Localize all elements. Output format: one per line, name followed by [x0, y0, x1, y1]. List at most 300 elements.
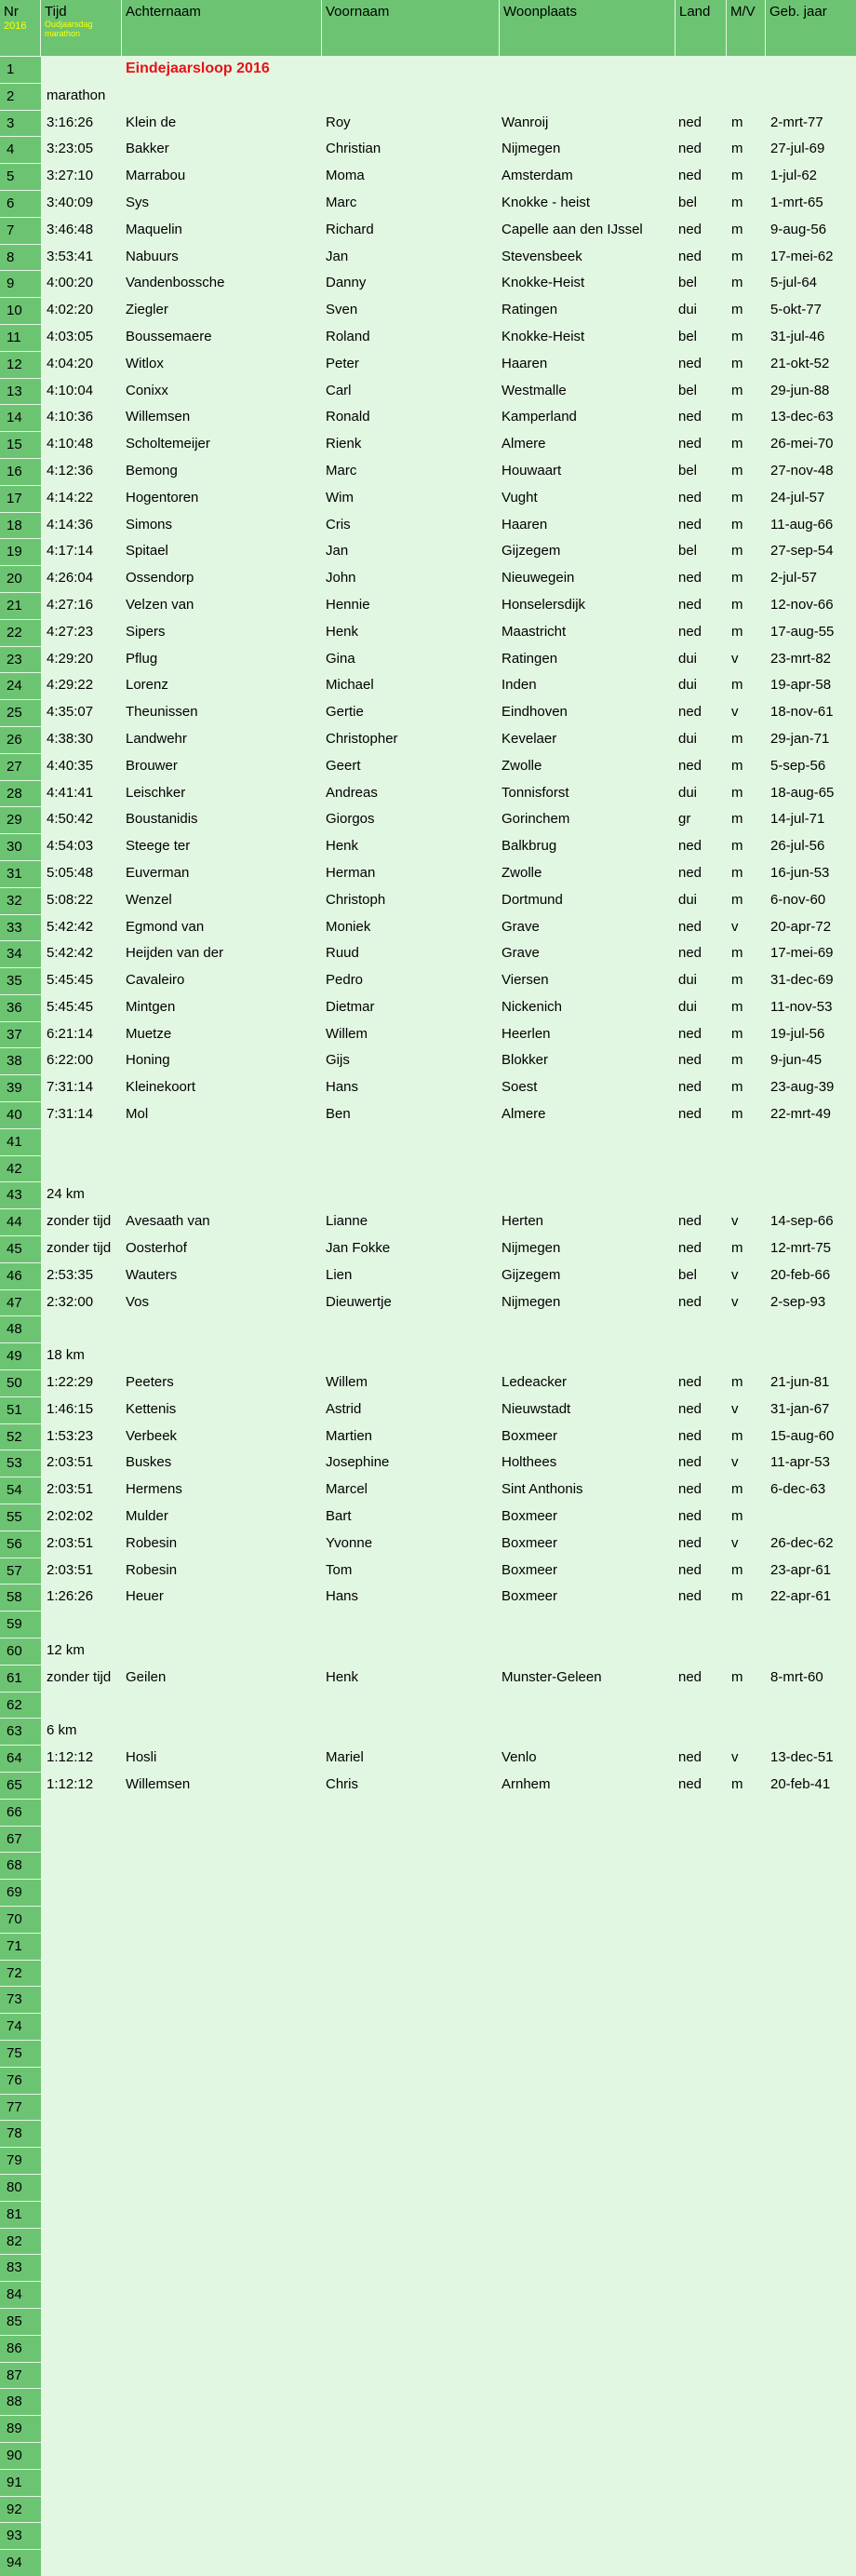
row-number: 34 [0, 940, 41, 967]
table-row [0, 1504, 856, 1531]
table-row [0, 2415, 856, 2442]
cell-land: bel [678, 194, 698, 210]
cell-woo: Honselersdijk [502, 596, 586, 613]
row-number: 86 [0, 2335, 41, 2362]
cell-ach: Ossendorp [126, 570, 194, 587]
cell-land: ned [678, 1668, 702, 1685]
table-row [0, 1262, 856, 1289]
cell-voo: Christopher [326, 730, 398, 747]
row-number: 13 [0, 378, 41, 405]
cell-tijd: 5:42:42 [47, 945, 94, 962]
cell-ach: Simons [126, 516, 173, 533]
cell-voo: Danny [326, 275, 367, 291]
cell-geb: 23-mrt-82 [770, 650, 832, 667]
row-number: 42 [0, 1155, 41, 1182]
cell-tijd: 4:17:14 [47, 543, 94, 560]
cell-mv: m [731, 436, 743, 452]
row-number: 36 [0, 994, 41, 1021]
cell-tijd: 4:12:36 [47, 462, 94, 479]
cell-geb: 21-okt-52 [770, 355, 830, 371]
table-row [0, 56, 856, 83]
cell-voo: Christian [326, 141, 381, 157]
table-row [0, 1531, 856, 1558]
table-row [0, 1396, 856, 1423]
cell-land: dui [678, 650, 698, 667]
table-row [0, 2254, 856, 2281]
cell-land: dui [678, 784, 698, 801]
cell-ach: Willemsen [126, 409, 191, 425]
cell-tijd: 4:03:05 [47, 328, 94, 344]
row-number: 77 [0, 2094, 41, 2121]
table-row [0, 592, 856, 619]
cell-ach: Brouwer [126, 757, 178, 774]
cell-land: ned [678, 864, 702, 881]
row-number: 17 [0, 485, 41, 512]
table-row [0, 940, 856, 967]
cell-tijd: 4:27:23 [47, 623, 94, 640]
cell-mv: m [731, 811, 743, 828]
cell-voo: Marcel [326, 1481, 368, 1498]
cell-woo: Boxmeer [502, 1561, 558, 1578]
cell-voo: Marc [326, 194, 357, 210]
cell-tijd: 4:00:20 [47, 275, 94, 291]
section-label: 24 km [47, 1186, 85, 1203]
cell-geb: 27-sep-54 [770, 543, 834, 560]
row-number: 27 [0, 753, 41, 780]
cell-land: ned [678, 1776, 702, 1792]
cell-mv: m [731, 757, 743, 774]
cell-ach: Steege ter [126, 838, 191, 855]
table-row [0, 1852, 856, 1879]
row-number: 88 [0, 2388, 41, 2415]
row-number: 2 [0, 83, 41, 110]
cell-woo: Knokke-Heist [502, 328, 585, 344]
row-number: 83 [0, 2254, 41, 2281]
cell-ach: Ziegler [126, 302, 168, 318]
cell-woo: Viersen [502, 972, 549, 989]
cell-geb: 21-jun-81 [770, 1374, 830, 1391]
row-number: 51 [0, 1396, 41, 1423]
table-row [0, 1799, 856, 1826]
row-number: 22 [0, 619, 41, 646]
cell-tijd: 4:38:30 [47, 730, 94, 747]
cell-ach: Marrabou [126, 168, 186, 184]
cell-geb: 8-mrt-60 [770, 1668, 823, 1685]
cell-voo: Lien [326, 1266, 353, 1283]
cell-voo: Willem [326, 1025, 368, 1042]
cell-tijd: 1:53:23 [47, 1427, 94, 1444]
cell-land: ned [678, 168, 702, 184]
cell-geb: 29-jun-88 [770, 382, 830, 398]
cell-voo: Giorgos [326, 811, 375, 828]
cell-geb: 31-dec-69 [770, 972, 834, 989]
header-mv: M/V [727, 0, 766, 56]
table-row [0, 646, 856, 673]
table-row [0, 2388, 856, 2415]
cell-land: ned [678, 1534, 702, 1551]
cell-ach: Scholtemeijer [126, 436, 210, 452]
table-row [0, 2067, 856, 2094]
cell-geb: 14-sep-66 [770, 1213, 834, 1230]
table-row [0, 297, 856, 324]
cell-tijd: zonder tijd [47, 1213, 112, 1230]
cell-ach: Avesaath van [126, 1213, 210, 1230]
table-row [0, 1638, 856, 1665]
cell-mv: v [731, 1534, 739, 1551]
row-number: 52 [0, 1423, 41, 1450]
cell-land: ned [678, 248, 702, 264]
header-nr-label: Nr [4, 4, 19, 20]
cell-geb: 1-mrt-65 [770, 194, 823, 210]
table-row [0, 1128, 856, 1155]
table-row [0, 1047, 856, 1074]
table-row [0, 1235, 856, 1262]
cell-tijd: 4:29:20 [47, 650, 94, 667]
cell-ach: Heuer [126, 1588, 164, 1605]
row-number: 38 [0, 1047, 41, 1074]
cell-mv: m [731, 1240, 743, 1257]
cell-mv: m [731, 1668, 743, 1685]
row-number: 6 [0, 190, 41, 217]
cell-mv: m [731, 570, 743, 587]
cell-ach: Velzen van [126, 596, 194, 613]
cell-ach: Mintgen [126, 998, 176, 1015]
cell-land: ned [678, 1106, 702, 1123]
cell-woo: Balkbrug [502, 838, 557, 855]
row-number: 85 [0, 2308, 41, 2335]
cell-land: ned [678, 945, 702, 962]
header-land: Land [675, 0, 727, 56]
cell-woo: Knokke-Heist [502, 275, 585, 291]
cell-mv: m [731, 838, 743, 855]
cell-voo: Henk [326, 838, 359, 855]
cell-mv: m [731, 382, 743, 398]
table-row [0, 404, 856, 431]
cell-land: dui [678, 730, 698, 747]
row-number: 59 [0, 1611, 41, 1638]
row-number: 62 [0, 1692, 41, 1719]
cell-tijd: 5:42:42 [47, 918, 94, 935]
cell-ach: Muetze [126, 1025, 172, 1042]
table-row [0, 726, 856, 753]
cell-geb: 6-dec-63 [770, 1481, 826, 1498]
cell-mv: m [731, 355, 743, 371]
row-number: 3 [0, 110, 41, 137]
cell-voo: Herman [326, 864, 376, 881]
cell-tijd: 4:02:20 [47, 302, 94, 318]
table-row [0, 1960, 856, 1987]
row-number: 73 [0, 1986, 41, 2013]
row-number: 23 [0, 646, 41, 673]
table-row [0, 1208, 856, 1235]
cell-mv: m [731, 328, 743, 344]
table-row [0, 994, 856, 1021]
cell-geb: 13-dec-63 [770, 409, 834, 425]
cell-tijd: 3:27:10 [47, 168, 94, 184]
cell-ach: Hosli [126, 1749, 157, 1766]
cell-voo: Gertie [326, 704, 364, 721]
table-row [0, 1665, 856, 1692]
cell-mv: v [731, 650, 739, 667]
table-row [0, 1021, 856, 1048]
row-number: 53 [0, 1450, 41, 1477]
cell-land: ned [678, 1052, 702, 1069]
cell-land: bel [678, 382, 698, 398]
cell-geb: 24-jul-57 [770, 489, 825, 506]
cell-woo: Blokker [502, 1052, 549, 1069]
cell-voo: Dietmar [326, 998, 375, 1015]
cell-land: bel [678, 328, 698, 344]
row-number: 10 [0, 297, 41, 324]
cell-tijd: 3:53:41 [47, 248, 94, 264]
row-number: 21 [0, 592, 41, 619]
row-number: 54 [0, 1477, 41, 1504]
table-row [0, 2281, 856, 2308]
row-number: 67 [0, 1826, 41, 1853]
section-label: marathon [47, 87, 106, 103]
table-row [0, 2442, 856, 2469]
row-number: 60 [0, 1638, 41, 1665]
section-label: 12 km [47, 1642, 85, 1659]
cell-voo: Marc [326, 462, 357, 479]
cell-voo: Pedro [326, 972, 364, 989]
cell-voo: Lianne [326, 1213, 368, 1230]
row-number: 29 [0, 806, 41, 833]
table-row [0, 2147, 856, 2174]
cell-geb: 31-jan-67 [770, 1400, 830, 1417]
table-row [0, 351, 856, 378]
cell-mv: m [731, 194, 743, 210]
cell-ach: Robesin [126, 1561, 178, 1578]
table-row [0, 2228, 856, 2255]
cell-geb: 9-jun-45 [770, 1052, 823, 1069]
cell-mv: m [731, 168, 743, 184]
cell-geb: 6-nov-60 [770, 891, 826, 908]
cell-voo: Moniek [326, 918, 371, 935]
row-number: 74 [0, 2013, 41, 2040]
cell-land: gr [678, 811, 691, 828]
row-number: 41 [0, 1128, 41, 1155]
cell-voo: Roland [326, 328, 370, 344]
table-row [0, 1772, 856, 1799]
cell-land: ned [678, 1240, 702, 1257]
cell-ach: Egmond van [126, 918, 205, 935]
cell-geb: 26-dec-62 [770, 1534, 834, 1551]
row-number: 65 [0, 1772, 41, 1799]
cell-geb: 20-feb-41 [770, 1776, 831, 1792]
table-row [0, 512, 856, 539]
cell-mv: m [731, 141, 743, 157]
table-row [0, 860, 856, 887]
table-row [0, 2201, 856, 2228]
cell-geb: 19-apr-58 [770, 677, 832, 694]
cell-mv: m [731, 302, 743, 318]
table-row [0, 270, 856, 297]
cell-tijd: 2:03:51 [47, 1481, 94, 1498]
cell-mv: m [731, 1079, 743, 1096]
cell-voo: Richard [326, 221, 374, 237]
cell-land: ned [678, 114, 702, 130]
cell-ach: Bemong [126, 462, 178, 479]
cell-tijd: 1:12:12 [47, 1776, 94, 1792]
cell-woo: Westmalle [502, 382, 567, 398]
cell-woo: Holthees [502, 1454, 557, 1471]
table-row [0, 163, 856, 190]
cell-mv: v [731, 1454, 739, 1471]
cell-voo: Jan Fokke [326, 1240, 391, 1257]
row-number: 78 [0, 2120, 41, 2147]
cell-woo: Zwolle [502, 757, 542, 774]
table-row [0, 2522, 856, 2549]
cell-ach: Kettenis [126, 1400, 177, 1417]
cell-voo: Peter [326, 355, 359, 371]
cell-tijd: 1:12:12 [47, 1749, 94, 1766]
table-row [0, 485, 856, 512]
cell-land: bel [678, 462, 698, 479]
table-body [0, 56, 856, 2576]
table-row [0, 1826, 856, 1853]
cell-woo: Boxmeer [502, 1508, 558, 1525]
cell-voo: Gina [326, 650, 355, 667]
table-row [0, 1745, 856, 1772]
cell-woo: Kevelaer [502, 730, 557, 747]
cell-tijd: 4:14:22 [47, 489, 94, 506]
row-number: 46 [0, 1262, 41, 1289]
cell-voo: Wim [326, 489, 354, 506]
cell-mv: v [731, 1749, 739, 1766]
cell-mv: m [731, 489, 743, 506]
cell-woo: Gorinchem [502, 811, 570, 828]
cell-woo: Tonnisforst [502, 784, 569, 801]
cell-land: bel [678, 543, 698, 560]
cell-land: ned [678, 1588, 702, 1605]
cell-mv: m [731, 462, 743, 479]
table-row [0, 806, 856, 833]
cell-ach: Boussemaere [126, 328, 212, 344]
cell-ach: Klein de [126, 114, 177, 130]
table-row [0, 1450, 856, 1477]
cell-ach: Landwehr [126, 730, 187, 747]
cell-voo: Geert [326, 757, 361, 774]
row-number: 32 [0, 887, 41, 914]
row-number: 66 [0, 1799, 41, 1826]
cell-voo: Rienk [326, 436, 362, 452]
cell-voo: Jan [326, 543, 349, 560]
cell-tijd: 2:32:00 [47, 1293, 94, 1310]
cell-ach: Vandenbossche [126, 275, 225, 291]
cell-mv: m [731, 1776, 743, 1792]
cell-woo: Nickenich [502, 998, 563, 1015]
cell-geb: 27-nov-48 [770, 462, 834, 479]
row-number: 40 [0, 1101, 41, 1128]
cell-mv: v [731, 1266, 739, 1283]
cell-geb: 18-aug-65 [770, 784, 835, 801]
cell-woo: Stevensbeek [502, 248, 582, 264]
row-number: 47 [0, 1289, 41, 1316]
cell-voo: Mariel [326, 1749, 364, 1766]
header-woonplaats: Woonplaats [500, 0, 675, 56]
cell-ach: Kleinekoort [126, 1079, 196, 1096]
cell-mv: m [731, 1561, 743, 1578]
cell-geb: 5-sep-56 [770, 757, 826, 774]
cell-woo: Knokke - heist [502, 194, 591, 210]
row-number: 20 [0, 565, 41, 592]
cell-mv: m [731, 516, 743, 533]
cell-woo: Grave [502, 945, 540, 962]
cell-ach: Wenzel [126, 891, 172, 908]
table-row [0, 967, 856, 994]
row-number: 24 [0, 672, 41, 699]
table-row [0, 1181, 856, 1208]
cell-voo: Hans [326, 1588, 359, 1605]
cell-land: ned [678, 1213, 702, 1230]
cell-mv: m [731, 1374, 743, 1391]
cell-land: ned [678, 1025, 702, 1042]
row-number: 75 [0, 2040, 41, 2067]
cell-geb: 5-okt-77 [770, 302, 823, 318]
cell-voo: Astrid [326, 1400, 362, 1417]
cell-ach: Hermens [126, 1481, 182, 1498]
cell-mv: m [731, 1588, 743, 1605]
cell-woo: Dortmund [502, 891, 563, 908]
cell-ach: Honing [126, 1052, 170, 1069]
cell-ach: Wauters [126, 1266, 178, 1283]
cell-geb: 5-jul-64 [770, 275, 818, 291]
cell-geb: 2-jul-57 [770, 570, 818, 587]
cell-voo: Bart [326, 1508, 352, 1525]
row-number: 14 [0, 404, 41, 431]
cell-land: ned [678, 838, 702, 855]
row-number: 8 [0, 244, 41, 271]
cell-tijd: 4:26:04 [47, 570, 94, 587]
section-label: 18 km [47, 1347, 85, 1364]
row-number: 26 [0, 726, 41, 753]
cell-geb: 31-jul-46 [770, 328, 825, 344]
row-number: 50 [0, 1369, 41, 1396]
cell-geb: 20-feb-66 [770, 1266, 831, 1283]
table-row [0, 1315, 856, 1342]
cell-land: dui [678, 677, 698, 694]
row-number: 82 [0, 2228, 41, 2255]
table-row [0, 1692, 856, 1719]
cell-woo: Nijmegen [502, 141, 561, 157]
row-number: 92 [0, 2496, 41, 2523]
cell-voo: Josephine [326, 1454, 390, 1471]
table-row [0, 2094, 856, 2121]
cell-tijd: 3:40:09 [47, 194, 94, 210]
cell-tijd: 2:03:51 [47, 1454, 94, 1471]
cell-land: ned [678, 1293, 702, 1310]
cell-woo: Zwolle [502, 864, 542, 881]
cell-voo: Chris [326, 1776, 359, 1792]
cell-geb: 14-jul-71 [770, 811, 825, 828]
row-number: 64 [0, 1745, 41, 1772]
cell-voo: Christoph [326, 891, 386, 908]
row-number: 9 [0, 270, 41, 297]
cell-voo: Henk [326, 623, 359, 640]
table-row [0, 1986, 856, 2013]
cell-tijd: 5:45:45 [47, 998, 94, 1015]
cell-woo: Gijzegem [502, 543, 561, 560]
row-number: 28 [0, 780, 41, 807]
table-row [0, 780, 856, 807]
cell-woo: Gijzegem [502, 1266, 561, 1283]
table-row [0, 1423, 856, 1450]
row-number: 89 [0, 2415, 41, 2442]
cell-tijd: 3:46:48 [47, 221, 94, 237]
cell-ach: Bakker [126, 141, 169, 157]
cell-mv: m [731, 945, 743, 962]
